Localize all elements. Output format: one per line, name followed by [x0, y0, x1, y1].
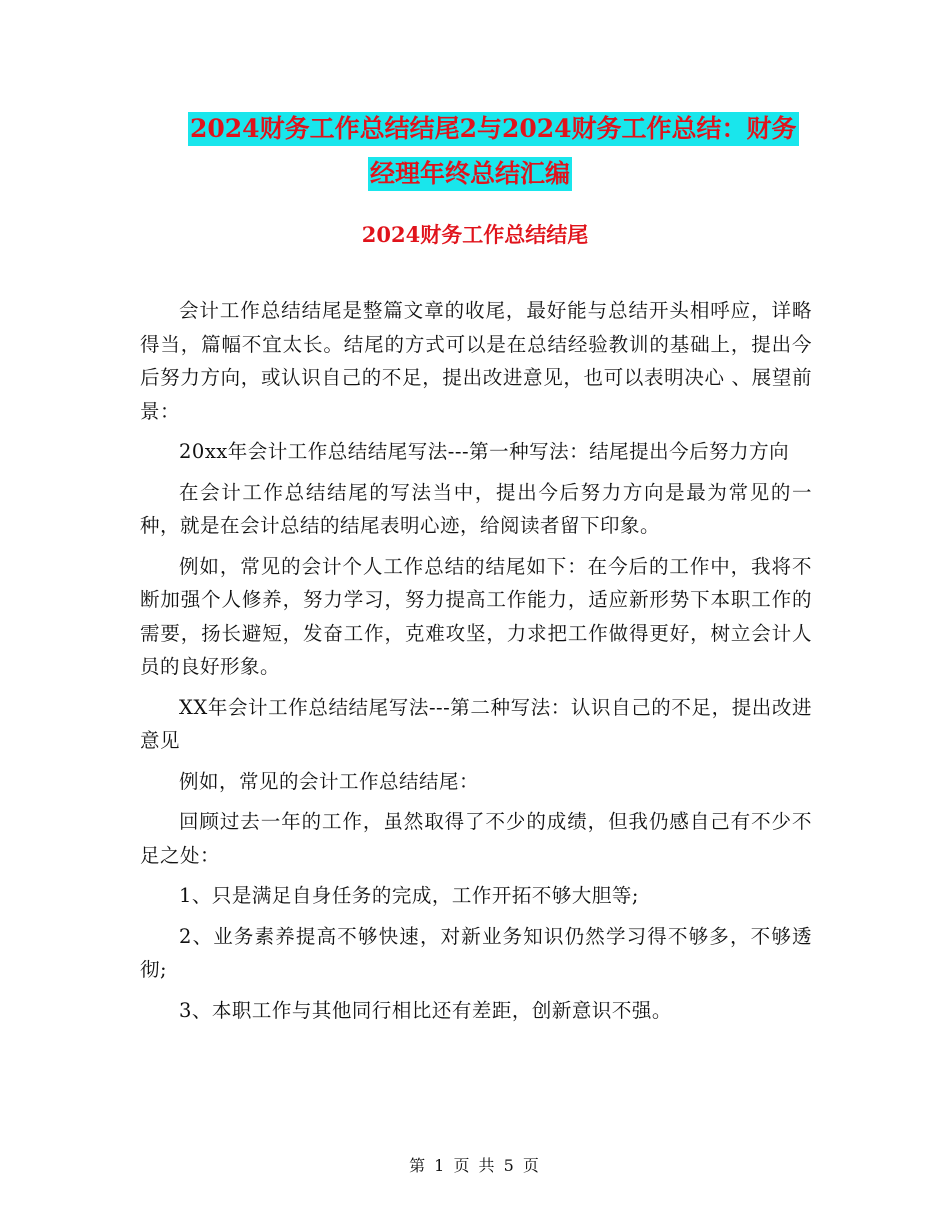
list-item: 2、业务素养提高不够快速，对新业务知识仍然学习得不够多，不够透彻; — [140, 924, 812, 981]
page-footer: 第 1 页 共 5 页 — [409, 1156, 541, 1175]
paragraph: 会计工作总结结尾是整篇文章的收尾，最好能与总结开头相呼应，详略得当，篇幅不宜太长。结尾的方式可以是在总结经验教训的基础上，提出今后努力方向，或认识自己的不足，提出改进意见，也可以表明决心 、展望前景： — [140, 299, 812, 423]
paragraph: 在会计工作总结结尾的写法当中，提出今后努力方向是最为常见的一种，就是在会计总结的结尾表明心迹，给阅读者留下印象。 — [140, 480, 812, 537]
title-line-2: 经理年终总结汇编 — [368, 157, 572, 191]
body-text — [140, 294, 812, 1034]
list-item: 1、只是满足自身任务的完成，工作开拓不够大胆等; — [179, 884, 639, 907]
title-line-1: 2024财务工作总结结尾2与2024财务工作总结：财务 — [188, 112, 799, 146]
paragraph: 20xx年会计工作总结结尾写法---第一种写法：结尾提出今后努力方向 — [179, 440, 790, 463]
paragraph: 例如，常见的会计个人工作总结的结尾如下：在今后的工作中，我将不断加强个人修养，努力学习，努力提高工作能力，适应新形势下本职工作的需要，扬长避短，发奋工作，克难攻坚，力求把工作做得更好，树立会计人员的良好形象。 — [140, 554, 812, 678]
paragraph: XX年会计工作总结结尾写法---第二种写法：认识自己的不足，提出改进意见 — [140, 695, 812, 752]
paragraph: 回顾过去一年的工作，虽然取得了不少的成绩，但我仍感自己有不少不足之处： — [140, 810, 812, 867]
section-heading: 2024财务工作总结结尾 — [361, 222, 589, 247]
list-item: 3、本职工作与其他同行相比还有差距，创新意识不强。 — [179, 998, 672, 1022]
paragraph: 例如，常见的会计工作总结结尾： — [179, 769, 480, 793]
